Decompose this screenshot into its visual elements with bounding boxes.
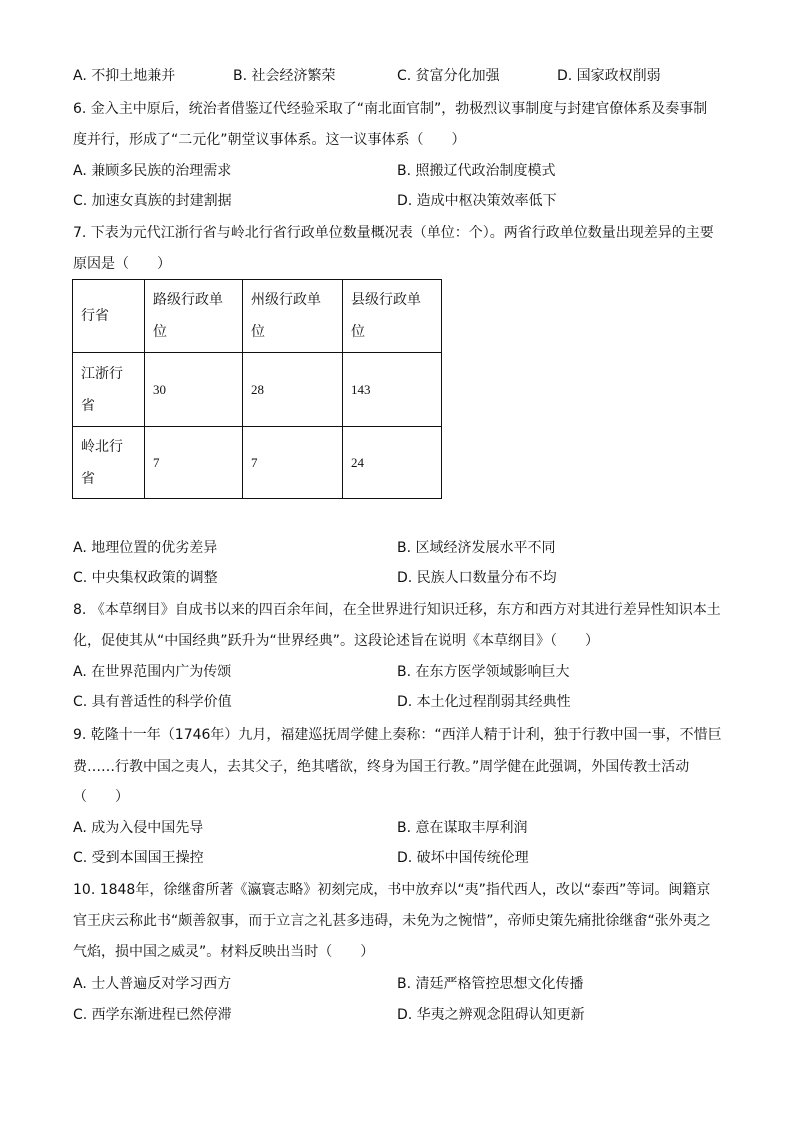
row-name-lingbei: 岭北行 省 bbox=[73, 427, 145, 499]
q8-option-b[interactable]: B. 在东方医学领域影响巨大 bbox=[397, 664, 570, 680]
q6-stem-line-1: 6. 金入主中原后，统治者借鉴辽代经验采取了“南北面官制”，勃极烈议事制度与封建官僚体系及奏事制 bbox=[73, 101, 708, 117]
q6-option-d[interactable]: D. 造成中枢决策效率低下 bbox=[397, 193, 557, 209]
q10-stem-line-2: 官王庆云称此书“颇善叙事，而于立言之礼甚多违碍，未免为之惋惜”，帝师史策先痛批徐继畬“张外夷之 bbox=[73, 913, 711, 929]
q7-stem-line-2: 原因是（ ） bbox=[73, 256, 171, 272]
cell-value: 30 bbox=[145, 353, 243, 427]
q7-option-c[interactable]: C. 中央集权政策的调整 bbox=[73, 570, 218, 586]
q10-option-a[interactable]: A. 士人普遍反对学习西方 bbox=[73, 976, 232, 992]
q7-stem-line-1: 7. 下表为元代江浙行省与岭北行省行政单位数量概况表（单位：个）。两省行政单位数量出现差异的主要 bbox=[73, 225, 714, 241]
q5-option-c[interactable]: C. 贫富分化加强 bbox=[397, 68, 500, 84]
q7-option-d[interactable]: D. 民族人口数量分布不均 bbox=[397, 570, 557, 586]
q8-stem-line-2: 化，促使其从“中国经典”跃升为“世界经典”。这段论述旨在说明《本草纲目》（ ） bbox=[73, 633, 600, 649]
q9-stem-line-3: （ ） bbox=[73, 789, 129, 805]
q10-option-d[interactable]: D. 华夷之辨观念阻碍认知更新 bbox=[397, 1007, 585, 1023]
q8-option-c[interactable]: C. 具有普适性的科学价值 bbox=[73, 694, 232, 710]
q10-option-b[interactable]: B. 清廷严格管控思想文化传播 bbox=[397, 976, 584, 992]
cell-value: 7 bbox=[145, 427, 243, 499]
q5-option-b[interactable]: B. 社会经济繁荣 bbox=[233, 68, 336, 84]
table-row bbox=[73, 427, 442, 499]
q5-option-d[interactable]: D. 国家政权削弱 bbox=[557, 68, 661, 84]
q10-stem-line-1: 10. 1848年，徐继畬所著《瀛寰志略》初刻完成，书中放弃以“夷”指代西人，改以“泰西”等词。闽籍京 bbox=[73, 882, 711, 898]
q8-option-a[interactable]: A. 在世界范围内广为传颂 bbox=[73, 664, 232, 680]
cell-value: 143 bbox=[343, 353, 442, 427]
cell-value: 28 bbox=[243, 353, 343, 427]
q8-option-d[interactable]: D. 本土化过程削弱其经典性 bbox=[397, 694, 571, 710]
q9-stem-line-1: 9. 乾隆十一年（1746年）九月，福建巡抚周学健上奏称：“西洋人精于计利，独于行教中国一事，不惜巨 bbox=[73, 727, 722, 743]
q6-stem-line-2: 度并行，形成了“二元化”朝堂议事体系。这一议事体系（ ） bbox=[73, 132, 466, 148]
q10-option-c[interactable]: C. 西学东渐进程已然停滞 bbox=[73, 1007, 232, 1023]
cell-value: 7 bbox=[243, 427, 343, 499]
header-route-level: 路级行政单 位 bbox=[145, 280, 243, 353]
q6-option-b[interactable]: B. 照搬辽代政治制度模式 bbox=[397, 163, 556, 179]
q5-option-a[interactable]: A. 不抑土地兼并 bbox=[73, 68, 176, 84]
q9-option-d[interactable]: D. 破坏中国传统伦理 bbox=[397, 850, 529, 866]
cell-value: 24 bbox=[343, 427, 442, 499]
q6-option-c[interactable]: C. 加速女真族的封建割据 bbox=[73, 193, 232, 209]
table-row bbox=[73, 353, 442, 427]
header-county-level: 县级行政单 位 bbox=[343, 280, 442, 353]
table-header-row bbox=[73, 280, 442, 353]
q9-stem-line-2: 费……行教中国之夷人，去其父子，绝其嗜欲，终身为国王行教。”周学健在此强调，外国传教士活动 bbox=[73, 759, 690, 775]
q7-option-b[interactable]: B. 区域经济发展水平不同 bbox=[397, 540, 556, 556]
q10-stem-line-3: 气焰，损中国之威灵”。材料反映出当时（ ） bbox=[73, 944, 375, 960]
q7-option-a[interactable]: A. 地理位置的优劣差异 bbox=[73, 540, 218, 556]
header-prefecture-level: 州级行政单 位 bbox=[243, 280, 343, 353]
q9-option-a[interactable]: A. 成为入侵中国先导 bbox=[73, 820, 204, 836]
q6-option-a[interactable]: A. 兼顾多民族的治理需求 bbox=[73, 163, 232, 179]
header-province: 行省 bbox=[73, 280, 145, 353]
admin-units-table bbox=[72, 279, 442, 499]
q8-stem-line-1: 8. 《本草纲目》自成书以来的四百余年间，在全世界进行知识迁移，东方和西方对其进行差异性知识本土 bbox=[73, 602, 721, 618]
row-name-jiangzhe: 江浙行 省 bbox=[73, 353, 145, 427]
q9-option-c[interactable]: C. 受到本国国王操控 bbox=[73, 850, 204, 866]
q9-option-b[interactable]: B. 意在谋取丰厚利润 bbox=[397, 820, 528, 836]
